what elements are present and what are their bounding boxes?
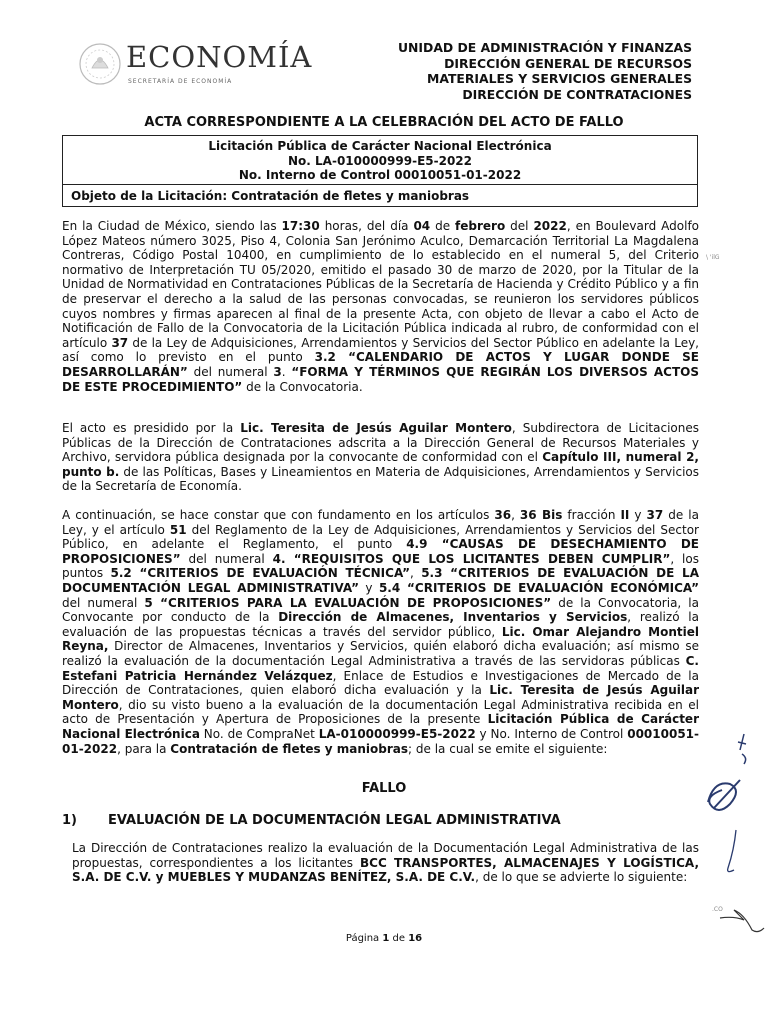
footer-prefix: Página [345, 933, 383, 944]
paragraph-legal-review: La Dirección de Contrataciones realizo la evaluación de la Documentación Legal Administrativa de las propuestas, correspondientes a los licitantes BCC TRANSPORTES, ALMACENAJES Y LOGÍSTICA, S.A. DE C.V. y MUEBLES Y MUDANZAS BENÍTEZ, S.A. DE C.V., de lo que se advierte lo siguiente: [72, 841, 699, 885]
internal-control-number: No. Interno de Control 00010051-01-2022 [238, 168, 522, 182]
logo-subtitle: SECRETARÍA DE ECONOMÍA [128, 78, 233, 85]
national-seal-icon [78, 38, 122, 90]
tender-number: No. LA-010000999-E5-2022 [288, 153, 472, 168]
header-line: DIRECCIÓN DE CONTRATACIONES [462, 86, 692, 102]
section-number: 1) [62, 813, 77, 828]
header-line: MATERIALES Y SERVICIOS GENERALES [427, 71, 692, 86]
document-title: ACTA CORRESPONDIENTE A LA CELEBRACIÓN DEL ACTO DE FALLO [144, 115, 624, 130]
total-pages: 16 [408, 933, 423, 944]
economia-logo [78, 38, 313, 98]
header-line: UNIDAD DE ADMINISTRACIÓN Y FINANZAS [398, 40, 692, 55]
institution-header [398, 40, 692, 102]
paragraph-presiding: El acto es presidido por la Lic. Teresita de Jesús Aguilar Montero, Subdirectora de Licitaciones Públicas de la Dirección de Contrataciones adscrita a la Dirección General de Recursos Materiales y Archivo, servidora pública designada por la convocante de conformidad con el Capítulo III, numeral 2, punto b. de las Políticas, Bases y Lineamientos en Materia de Adquisiciones, Arrendamientos y Servicios de la Secretaría de Economía. [62, 421, 700, 494]
fallo-heading: FALLO [361, 781, 407, 796]
footer-mid: de [389, 933, 409, 944]
handwritten-initials [700, 720, 768, 940]
current-page: 1 [382, 933, 390, 944]
margin-mark: .CO [712, 906, 723, 913]
paragraph-opening: En la Ciudad de México, siendo las 17:30 horas, del día 04 de febrero del 2022, en Boulevard Adolfo López Mateos número 3025, Piso 4, Colonia San Jerónimo Aculco, Demarcación Territorial La Magdalena Contreras, Código Postal 10400, en cumplimiento de lo establecido en el numeral 5, del Criterio normativo de Interpretación TU 05/2020, emitido el pasado 30 de marzo de 2020, por la Titular de la Unidad de Normatividad en Contrataciones Públicas de la Secretaría de Hacienda y Crédito Público y a fin de preservar el derecho a la salud de las personas convocadas, se reunieron los servidores públicos cuyos nombres y firmas aparecen al final de la presente Acta, con objeto de llevar a cabo el Acto de Notificación de Fallo de la Convocatoria de la Licitación Pública indicada al rubro, de conformidad con el artículo 37 de la Ley de Adquisiciones, Arrendamientos y Servicios del Sector Público en adelante la Ley, así como lo previsto en el punto 3.2 “CALENDARIO DE ACTOS Y LUGAR DONDE SE DESARROLLARÁN” del numeral 3. “FORMA Y TÉRMINOS QUE REGIRÁN LOS DIVERSOS ACTOS DE ESTE PROCEDIMIENTO” de la Convocatoria. [62, 219, 700, 394]
logo-wordmark: ECONOMÍA [126, 40, 313, 74]
page-footer [0, 933, 768, 944]
tender-type: Licitación Pública de Carácter Nacional Electrónica [208, 139, 552, 153]
paragraph-evaluation: A continuación, se hace constar que con fundamento en los artículos 36, 36 Bis fracción II y 37 de la Ley, y el artículo 51 del Reglamento de la Ley de Adquisiciones, Arrendamientos y Servicios del Sector Público, en adelante el Reglamento, el punto 4.9 “CAUSAS DE DESECHAMIENTO DE PROPOSICIONES” del numeral 4. “REQUISITOS QUE LOS LICITANTES DEBEN CUMPLIR”, los puntos 5.2 “CRITERIOS DE EVALUACIÓN TÉCNICA”, 5.3 “CRITERIOS DE EVALUACIÓN DE LA DOCUMENTACIÓN LEGAL ADMINISTRATIVA” y 5.4 “CRITERIOS DE EVALUACIÓN ECONÓMICA” del numeral 5 “CRITERIOS PARA LA EVALUACIÓN DE PROPOSICIONES” de la Convocatoria, la Convocante por conducto de la Dirección de Almacenes, Inventarios y Servicios, realizó la evaluación de las propuestas técnicas a través del servidor público, Lic. Omar Alejandro Montiel Reyna, Director de Almacenes, Inventarios y Servicios, quién elaboró dicha evaluación; así mismo se realizó la evaluación de la documentación Legal Administrativa a través de las servidoras públicas C. Estefani Patricia Hernández Velázquez, Enlace de Estudios e Investigaciones de Mercado de la Dirección de Contrataciones, quien elaboró dicha evaluación y la Lic. Teresita de Jesús Aguilar Montero, dio su visto bueno a la evaluación de la documentación Legal Administrativa recibida en el acto de Presentación y Apertura de Proposiciones de la presente Licitación Pública de Carácter Nacional Electrónica No. de CompraNet LA-010000999-E5-2022 y No. Interno de Control 00010051-01-2022, para la Contratación de fletes y maniobras; de la cual se emite el siguiente: [62, 508, 700, 756]
section-title: EVALUACIÓN DE LA DOCUMENTACIÓN LEGAL ADMINISTRATIVA [108, 813, 561, 828]
tender-object: Objeto de la Licitación: Contratación de fletes y maniobras [71, 189, 470, 203]
header-line: DIRECCIÓN GENERAL DE RECURSOS [444, 55, 692, 71]
tender-identifiers [63, 136, 697, 185]
tender-info-box [62, 135, 698, 207]
margin-mark: \ 'ilG [706, 254, 720, 261]
